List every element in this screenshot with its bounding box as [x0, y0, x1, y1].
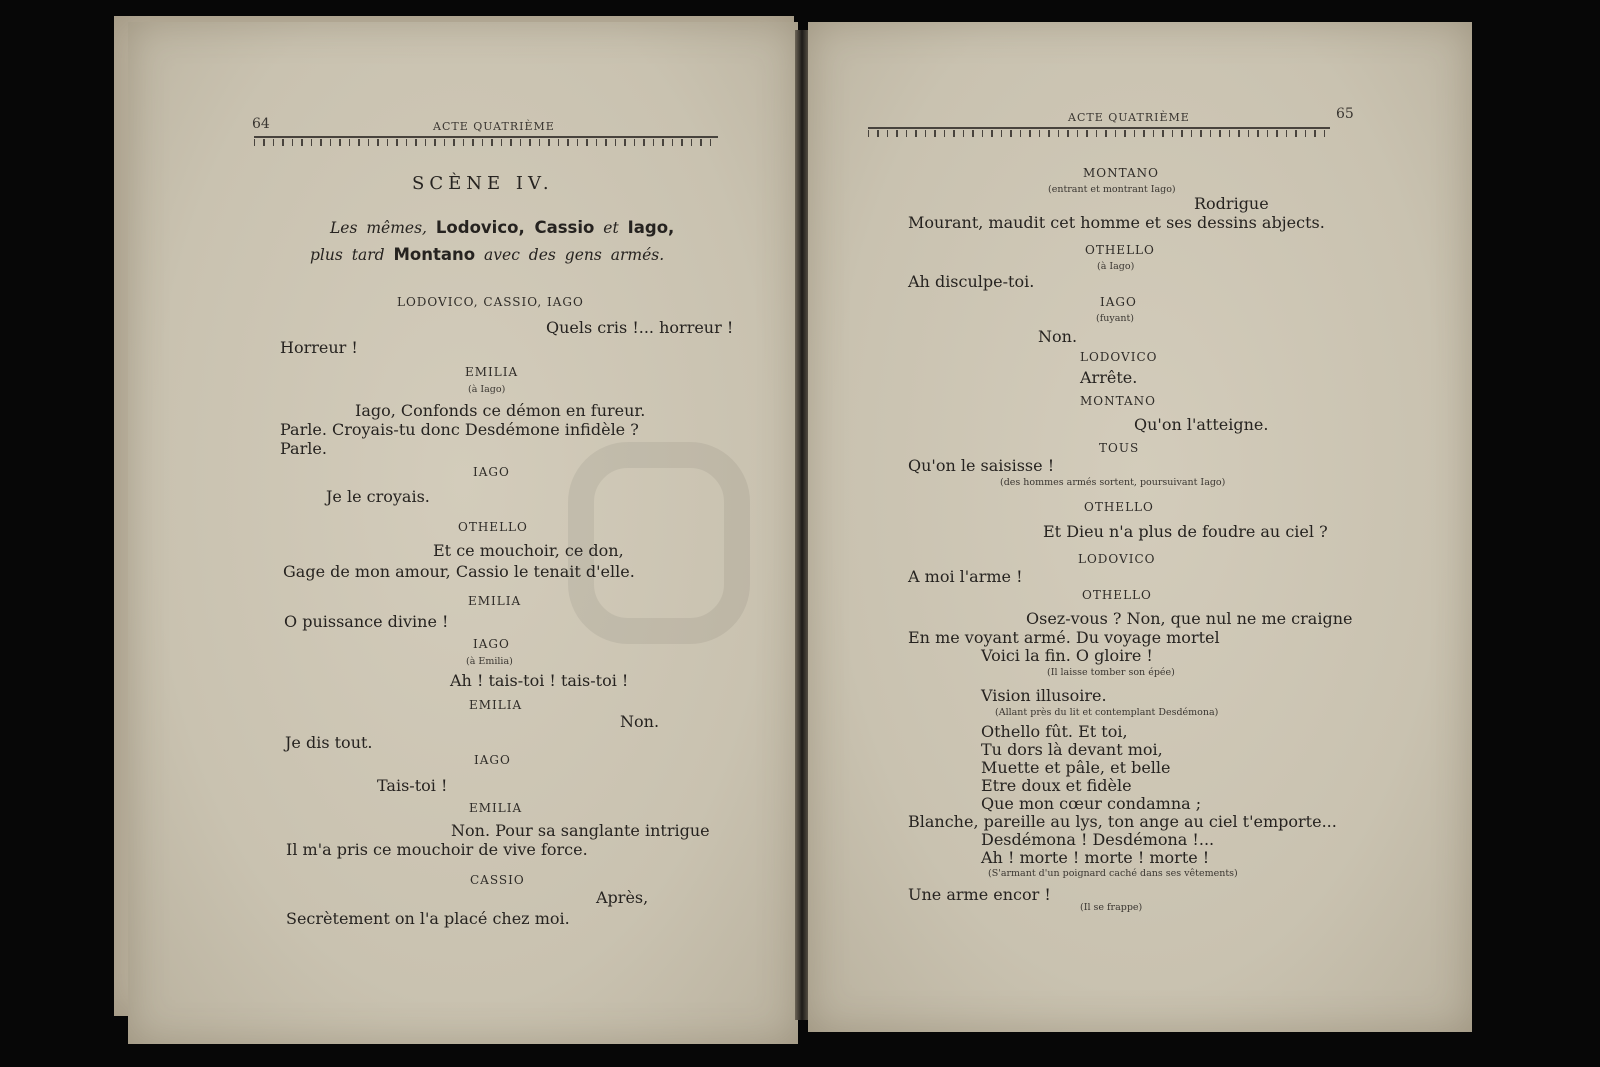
- verse-line: Je dis tout.: [285, 733, 373, 752]
- speaker-name: EMILIA: [468, 594, 522, 608]
- verse-line: Secrètement on l'a placé chez moi.: [286, 909, 570, 928]
- cast-line-2: plus tard Montano avec des gens armés.: [310, 245, 665, 264]
- verse-line: Parle. Croyais-tu donc Desdémone infidèle ?: [280, 420, 639, 439]
- page-number: 65: [1336, 106, 1354, 122]
- speaker-name: OTHELLO: [458, 520, 528, 534]
- verse-line: Vision illusoire.: [981, 686, 1107, 705]
- verse-line: Et ce mouchoir, ce don,: [433, 541, 624, 560]
- speaker-name: MONTANO: [1083, 166, 1159, 180]
- stage-direction: (des hommes armés sortent, poursuivant Iago): [1000, 477, 1226, 488]
- speaker-name: IAGO: [474, 753, 511, 767]
- right-page: [808, 22, 1472, 1032]
- stage-direction: (Il se frappe): [1080, 902, 1143, 913]
- running-header: ACTE QUATRIÈME: [433, 120, 555, 133]
- verse-line: Othello fût. Et toi,: [981, 722, 1128, 741]
- running-header: ACTE QUATRIÈME: [1068, 111, 1190, 124]
- verse-line: Ah disculpe-toi.: [908, 272, 1035, 291]
- speaker-name: LODOVICO, CASSIO, IAGO: [397, 295, 584, 309]
- verse-line: Et Dieu n'a plus de foudre au ciel ?: [1043, 522, 1328, 541]
- stage-direction: (fuyant): [1096, 313, 1135, 324]
- verse-line: Ah ! morte ! morte ! morte !: [981, 848, 1210, 867]
- verse-line: Blanche, pareille au lys, ton ange au ciel t'emporte...: [908, 812, 1337, 831]
- speaker-name: OTHELLO: [1085, 243, 1155, 257]
- verse-line: Que mon cœur condamna ;: [981, 794, 1202, 813]
- verse-line: Non.: [1038, 327, 1078, 346]
- cast-line-1: Les mêmes, Lodovico, Cassio et Iago,: [330, 218, 675, 237]
- book-spine: [795, 30, 809, 1020]
- verse-line: Arrête.: [1080, 368, 1138, 387]
- speaker-name: EMILIA: [465, 365, 519, 379]
- verse-line: Qu'on l'atteigne.: [1134, 415, 1269, 434]
- verse-line: Qu'on le saisisse !: [908, 456, 1055, 475]
- verse-line: Tais-toi !: [377, 776, 448, 795]
- verse-line: Gage de mon amour, Cassio le tenait d'elle.: [283, 562, 635, 581]
- speaker-name: EMILIA: [469, 698, 523, 712]
- verse-line: Tu dors là devant moi,: [981, 740, 1163, 759]
- stage-direction: (à Emilia): [466, 656, 513, 667]
- speaker-name: EMILIA: [469, 801, 523, 815]
- verse-line: Mourant, maudit cet homme et ses dessins abjects.: [908, 213, 1325, 232]
- speaker-name: CASSIO: [470, 873, 525, 887]
- stage-direction: (Allant près du lit et contemplant Desdémona): [995, 707, 1219, 718]
- verse-line: Muette et pâle, et belle: [981, 758, 1171, 777]
- verse-line: Desdémona ! Desdémona !...: [981, 830, 1215, 849]
- stage-direction: (à Iago): [468, 384, 506, 395]
- ornamental-rule: [254, 136, 718, 146]
- scene-title: SCÈNE IV.: [412, 173, 554, 194]
- verse-line: Quels cris !... horreur !: [546, 318, 734, 337]
- verse-line: Après,: [596, 888, 649, 907]
- speaker-name: OTHELLO: [1082, 588, 1152, 602]
- verse-line: Iago, Confonds ce démon en fureur.: [355, 401, 646, 420]
- stage-direction: (entrant et montrant Iago): [1048, 184, 1176, 195]
- left-page: [128, 22, 798, 1044]
- verse-line: Horreur !: [280, 338, 358, 357]
- verse-line: A moi l'arme !: [908, 567, 1023, 586]
- verse-line: Rodrigue: [1194, 194, 1269, 213]
- speaker-name: IAGO: [473, 465, 510, 479]
- verse-line: Ah ! tais-toi ! tais-toi !: [450, 671, 629, 690]
- stage-direction: (à Iago): [1097, 261, 1135, 272]
- speaker-name: OTHELLO: [1084, 500, 1154, 514]
- speaker-name: IAGO: [1100, 295, 1137, 309]
- verse-line: Une arme encor !: [908, 885, 1051, 904]
- page-number: 64: [252, 116, 270, 132]
- verse-line: Non.: [620, 712, 660, 731]
- verse-line: Non. Pour sa sanglante intrigue: [451, 821, 710, 840]
- stage-direction: (S'armant d'un poignard caché dans ses vêtements): [988, 868, 1238, 879]
- speaker-name: IAGO: [473, 637, 510, 651]
- verse-line: En me voyant armé. Du voyage mortel: [908, 628, 1220, 647]
- speaker-name: MONTANO: [1080, 394, 1156, 408]
- speaker-name: LODOVICO: [1080, 350, 1158, 364]
- speaker-name: TOUS: [1099, 441, 1140, 455]
- ornamental-rule: [868, 127, 1330, 137]
- verse-line: Il m'a pris ce mouchoir de vive force.: [286, 840, 588, 859]
- verse-line: Je le croyais.: [326, 487, 430, 506]
- verse-line: Osez-vous ? Non, que nul ne me craigne: [1026, 609, 1353, 628]
- verse-line: O puissance divine !: [284, 612, 449, 631]
- verse-line: Etre doux et fidèle: [981, 776, 1132, 795]
- speaker-name: LODOVICO: [1078, 552, 1156, 566]
- verse-line: Parle.: [280, 439, 327, 458]
- verse-line: Voici la fin. O gloire !: [981, 646, 1153, 665]
- stage-direction: (Il laisse tomber son épée): [1047, 667, 1175, 678]
